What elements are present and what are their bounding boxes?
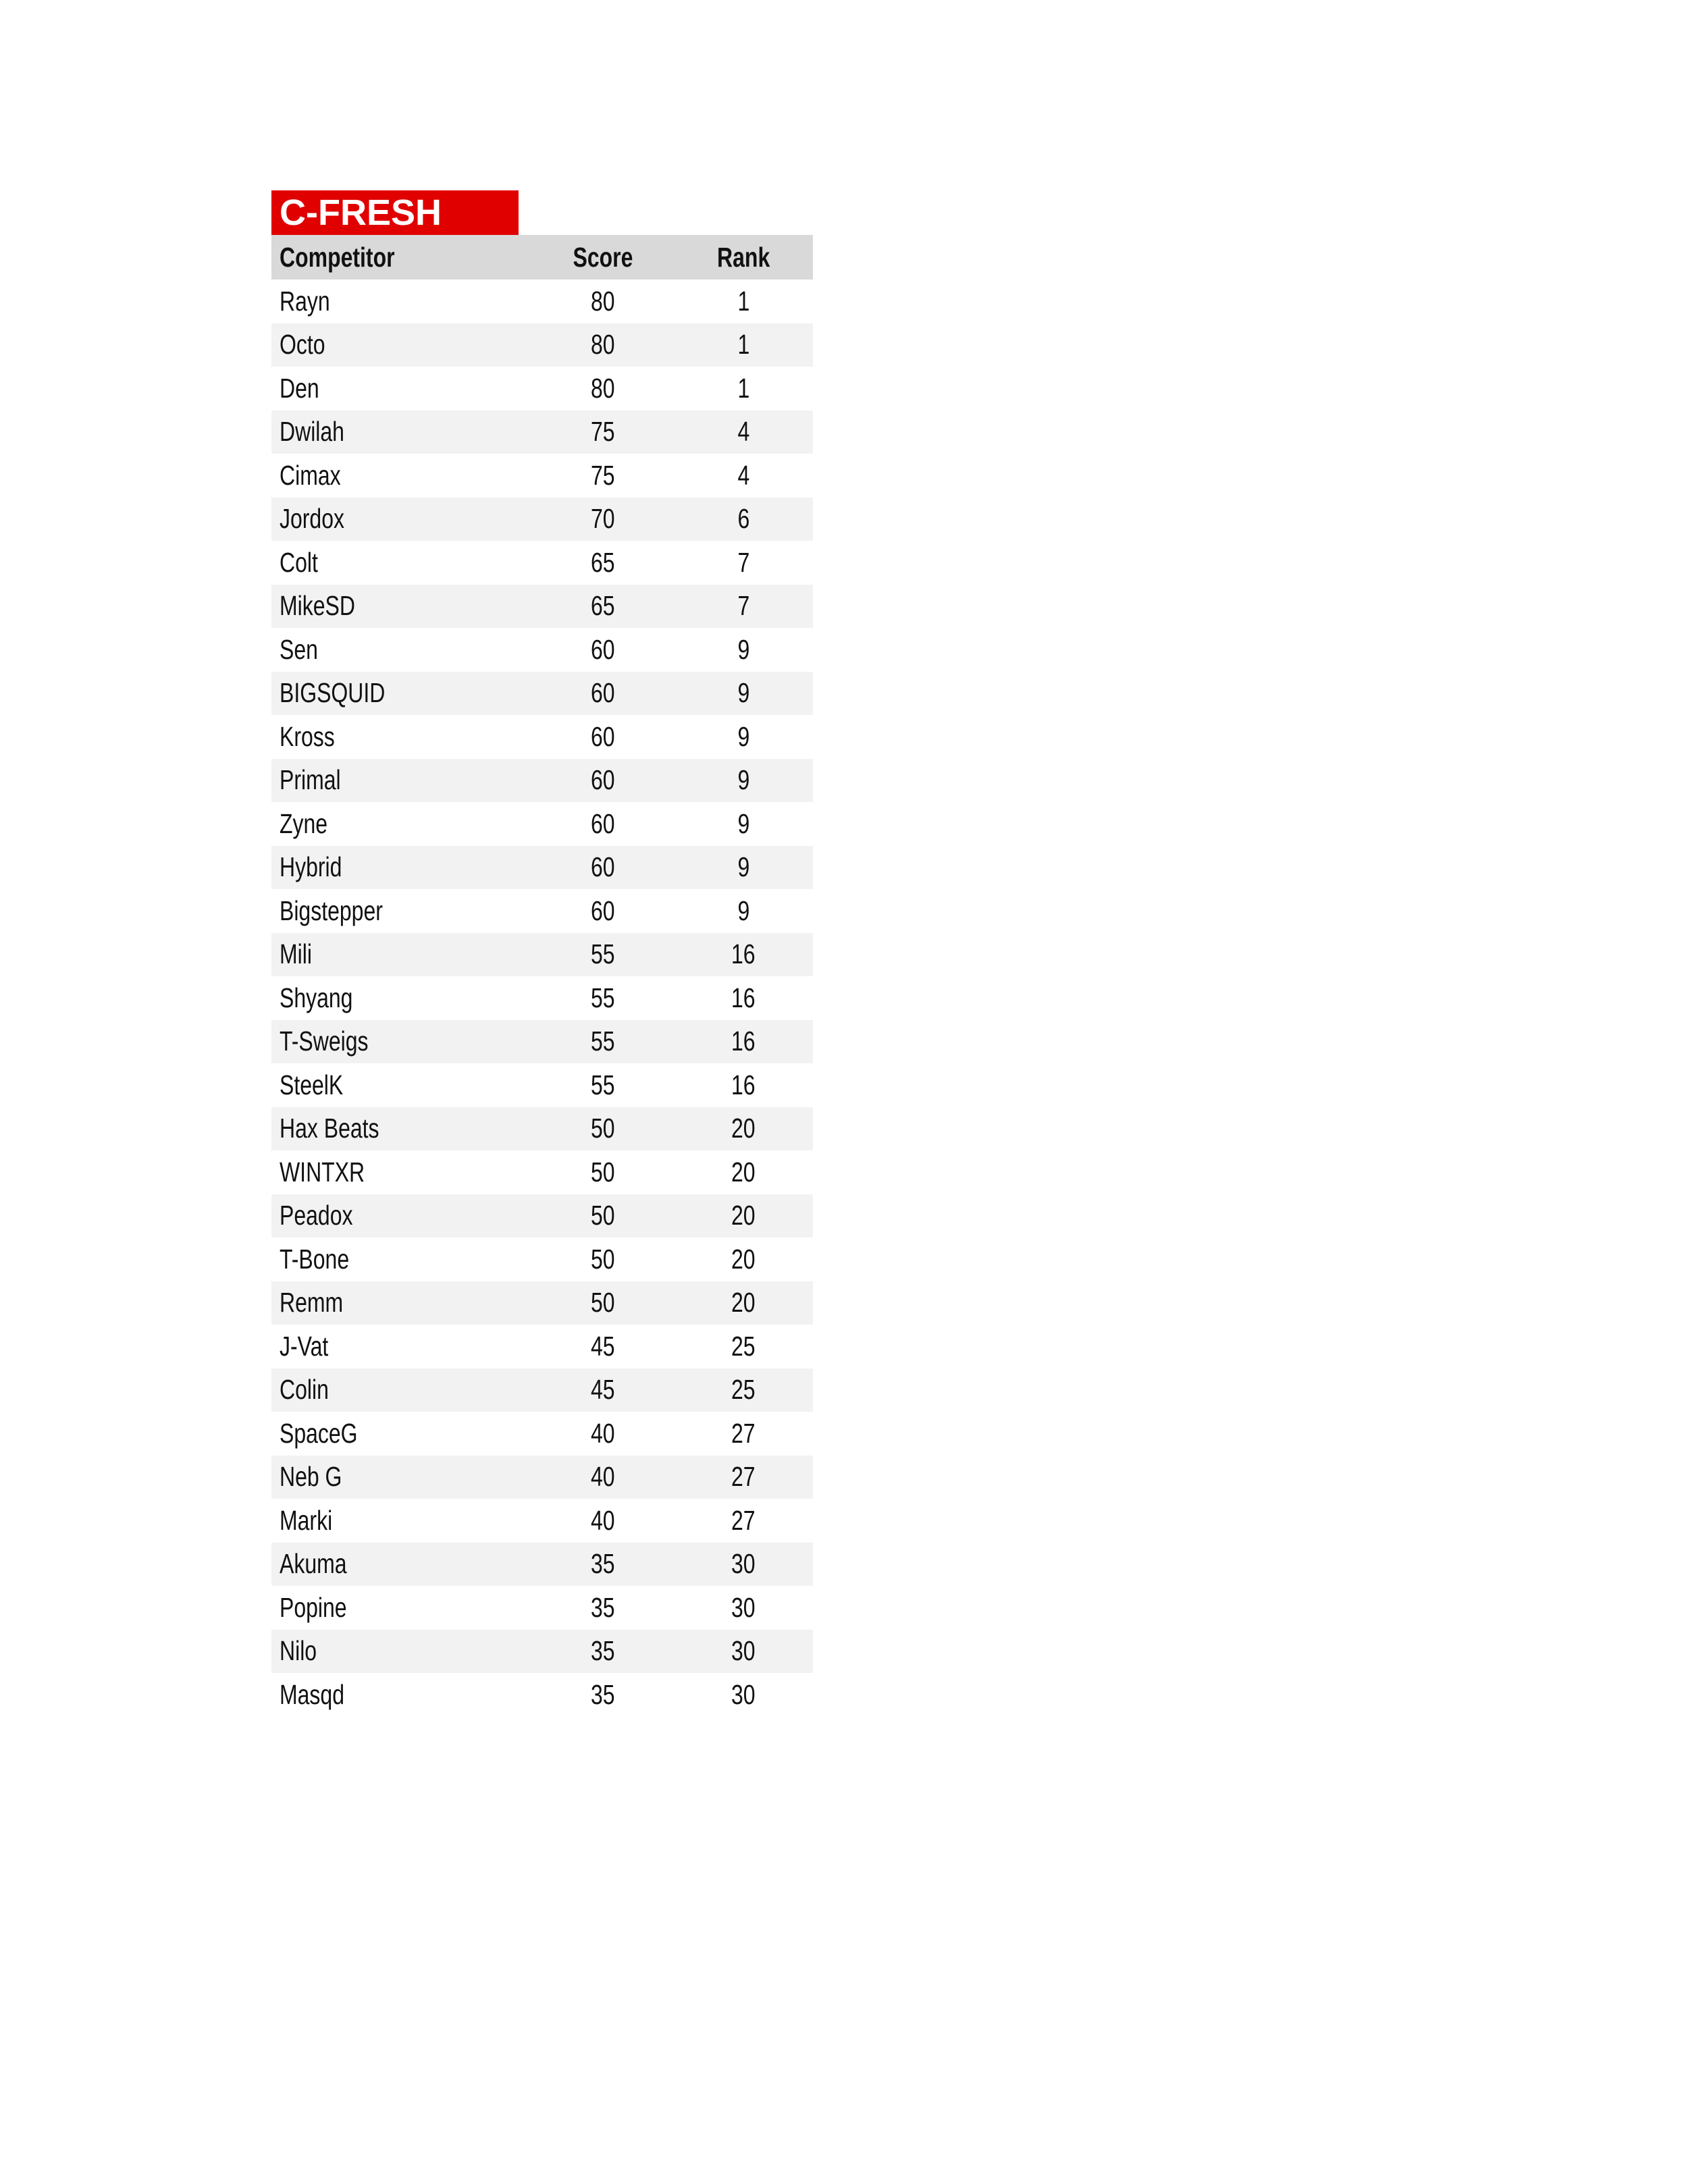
competitor-cell-text: Akuma: [280, 1548, 347, 1580]
table-row: [271, 846, 813, 890]
rank-cell-text: 1: [737, 329, 749, 361]
competitor-cell: [271, 672, 532, 716]
score-cell: [532, 1020, 674, 1064]
results-table: [271, 235, 813, 1717]
results-sheet: [271, 190, 813, 1717]
score-cell-text: 75: [591, 416, 615, 448]
rank-cell: [674, 976, 813, 1020]
competitor-cell: [271, 802, 532, 846]
rank-cell-text: 6: [737, 503, 749, 535]
competitor-cell-text: Shyang: [280, 982, 353, 1013]
score-cell: [532, 1586, 674, 1630]
competitor-cell-text: Octo: [280, 329, 325, 361]
rank-cell-text: 16: [731, 1069, 756, 1100]
competitor-cell: [271, 410, 532, 454]
table-row: [271, 628, 813, 672]
score-cell-text: 55: [591, 1069, 615, 1100]
competitor-cell-text: J-Vat: [280, 1330, 329, 1362]
score-cell: [532, 1673, 674, 1717]
competitor-cell-text: Bigstepper: [280, 895, 383, 926]
score-cell-text: 55: [591, 1026, 615, 1057]
score-cell: [532, 1194, 674, 1238]
competitor-cell: [271, 323, 532, 367]
rank-cell-text: 1: [737, 285, 749, 317]
competitor-cell: [271, 1368, 532, 1412]
rank-cell-text: 16: [731, 1026, 756, 1057]
competitor-cell-text: Dwilah: [280, 416, 344, 448]
competitor-cell: [271, 1281, 532, 1325]
rank-cell-text: 7: [737, 590, 749, 622]
score-cell: [532, 1237, 674, 1281]
score-cell: [532, 933, 674, 977]
competitor-cell-text: SpaceG: [280, 1417, 358, 1449]
score-cell: [532, 410, 674, 454]
competitor-cell: [271, 1412, 532, 1456]
competitor-cell: [271, 1020, 532, 1064]
score-cell-text: 35: [591, 1678, 615, 1710]
rank-cell: [674, 1412, 813, 1456]
rank-cell: [674, 715, 813, 759]
competitor-cell: [271, 759, 532, 803]
score-cell: [532, 1281, 674, 1325]
table-header: [271, 235, 813, 279]
competitor-cell-text: Zyne: [280, 807, 328, 839]
competitor-cell-text: Hybrid: [280, 851, 342, 883]
table-row: [271, 1456, 813, 1499]
competitor-cell: [271, 1673, 532, 1717]
competitor-cell-text: MikeSD: [280, 590, 355, 622]
table-row: [271, 1150, 813, 1194]
rank-cell: [674, 1543, 813, 1587]
table-row: [271, 541, 813, 585]
table-row: [271, 1586, 813, 1630]
rank-cell-text: 9: [737, 807, 749, 839]
competitor-cell-text: WINTXR: [280, 1156, 365, 1188]
rank-cell: [674, 1368, 813, 1412]
score-cell: [532, 1063, 674, 1107]
competitor-cell: [271, 454, 532, 498]
competitor-cell-text: Sen: [280, 633, 318, 665]
rank-cell-text: 16: [731, 982, 756, 1013]
rank-cell-text: 30: [731, 1591, 756, 1623]
score-cell: [532, 323, 674, 367]
score-cell-text: 50: [591, 1287, 615, 1319]
rank-cell: [674, 1237, 813, 1281]
rank-cell: [674, 628, 813, 672]
competitor-cell-text: Colin: [280, 1374, 329, 1406]
rank-cell-text: 9: [737, 895, 749, 926]
competitor-cell-text: Den: [280, 372, 319, 404]
score-cell: [532, 585, 674, 629]
table-body: [271, 279, 813, 1717]
rank-cell: [674, 498, 813, 541]
rank-cell: [674, 1063, 813, 1107]
competitor-cell-text: Peadox: [280, 1200, 353, 1231]
rank-cell: [674, 1020, 813, 1064]
rank-cell: [674, 846, 813, 890]
column-header-rank: [674, 235, 813, 279]
score-cell-text: 35: [591, 1591, 615, 1623]
score-cell: [532, 628, 674, 672]
table-row: [271, 1063, 813, 1107]
score-cell-text: 80: [591, 329, 615, 361]
competitor-cell: [271, 933, 532, 977]
score-cell-text: 60: [591, 851, 615, 883]
competitor-cell-text: Kross: [280, 720, 335, 752]
score-cell-text: 45: [591, 1374, 615, 1406]
rank-cell: [674, 1630, 813, 1674]
score-cell: [532, 1150, 674, 1194]
table-row: [271, 1107, 813, 1151]
rank-cell: [674, 1325, 813, 1368]
rank-cell-text: 20: [731, 1156, 756, 1188]
table-row: [271, 1281, 813, 1325]
score-cell: [532, 976, 674, 1020]
table-row: [271, 933, 813, 977]
rank-cell: [674, 1194, 813, 1238]
competitor-cell-text: SteelK: [280, 1069, 344, 1100]
table-row: [271, 498, 813, 541]
competitor-cell-text: T-Sweigs: [280, 1026, 369, 1057]
score-cell-text: 65: [591, 590, 615, 622]
score-cell: [532, 541, 674, 585]
score-cell-text: 75: [591, 459, 615, 491]
table-row: [271, 1499, 813, 1543]
rank-cell: [674, 759, 813, 803]
table-row: [271, 323, 813, 367]
rank-cell-text: 25: [731, 1374, 756, 1406]
competitor-cell-text: Nilo: [280, 1635, 317, 1667]
competitor-cell-text: Masqd: [280, 1678, 344, 1710]
competitor-cell-text: Marki: [280, 1504, 333, 1536]
rank-cell: [674, 802, 813, 846]
score-cell: [532, 802, 674, 846]
score-cell: [532, 367, 674, 410]
rank-cell-text: 9: [737, 677, 749, 709]
score-cell-text: 50: [591, 1243, 615, 1275]
competitor-cell: [271, 715, 532, 759]
table-row: [271, 1020, 813, 1064]
score-cell: [532, 454, 674, 498]
rank-cell: [674, 541, 813, 585]
score-cell-text: 40: [591, 1461, 615, 1493]
score-cell-text: 40: [591, 1417, 615, 1449]
table-row: [271, 1194, 813, 1238]
score-cell-text: 60: [591, 677, 615, 709]
score-cell-text: 45: [591, 1330, 615, 1362]
score-cell-text: 65: [591, 546, 615, 578]
competitor-cell: [271, 1456, 532, 1499]
rank-cell: [674, 323, 813, 367]
rank-cell-text: 9: [737, 764, 749, 796]
score-cell: [532, 1107, 674, 1151]
score-cell-text: 35: [591, 1635, 615, 1667]
score-cell-text: 35: [591, 1548, 615, 1580]
table-row: [271, 1237, 813, 1281]
rank-cell: [674, 889, 813, 933]
score-cell-text: 60: [591, 720, 615, 752]
score-cell-text: 70: [591, 503, 615, 535]
competitor-cell-text: Remm: [280, 1287, 344, 1319]
table-row: [271, 1673, 813, 1717]
table-row: [271, 1325, 813, 1368]
rank-cell: [674, 933, 813, 977]
column-header-rank-label: Rank: [716, 241, 770, 273]
table-row: [271, 889, 813, 933]
score-cell-text: 50: [591, 1200, 615, 1231]
competitor-cell-text: Mili: [280, 938, 312, 970]
competitor-cell: [271, 541, 532, 585]
score-cell: [532, 498, 674, 541]
score-cell-text: 40: [591, 1504, 615, 1536]
competitor-cell-text: Hax Beats: [280, 1113, 379, 1144]
score-cell-text: 55: [591, 938, 615, 970]
score-cell-text: 60: [591, 895, 615, 926]
table-row: [271, 802, 813, 846]
rank-cell-text: 7: [737, 546, 749, 578]
score-cell: [532, 672, 674, 716]
score-cell: [532, 1456, 674, 1499]
competitor-cell: [271, 1499, 532, 1543]
rank-cell: [674, 1107, 813, 1151]
score-cell-text: 60: [591, 807, 615, 839]
rank-cell: [674, 1281, 813, 1325]
table-row: [271, 1368, 813, 1412]
competitor-cell-text: BIGSQUID: [280, 677, 386, 709]
rank-cell: [674, 1499, 813, 1543]
rank-cell: [674, 410, 813, 454]
competitor-cell: [271, 279, 532, 323]
competitor-cell: [271, 1586, 532, 1630]
competitor-cell-text: Jordox: [280, 503, 344, 535]
score-cell: [532, 1499, 674, 1543]
table-row: [271, 759, 813, 803]
table-row: [271, 279, 813, 323]
score-cell-text: 55: [591, 982, 615, 1013]
competitor-cell: [271, 889, 532, 933]
competitor-cell: [271, 1630, 532, 1674]
rank-cell: [674, 1586, 813, 1630]
sheet-title: C-FRESH: [271, 190, 519, 235]
column-header-competitor: [271, 235, 532, 279]
table-row: [271, 976, 813, 1020]
rank-cell: [674, 1456, 813, 1499]
rank-cell: [674, 367, 813, 410]
rank-cell-text: 30: [731, 1678, 756, 1710]
rank-cell-text: 20: [731, 1113, 756, 1144]
rank-cell-text: 25: [731, 1330, 756, 1362]
column-header-score-label: Score: [573, 241, 633, 273]
competitor-cell: [271, 1543, 532, 1587]
score-cell: [532, 1630, 674, 1674]
table-row: [271, 410, 813, 454]
rank-cell: [674, 672, 813, 716]
rank-cell-text: 27: [731, 1461, 756, 1493]
competitor-cell: [271, 498, 532, 541]
table-row: [271, 1543, 813, 1587]
competitor-cell: [271, 976, 532, 1020]
table-row: [271, 1630, 813, 1674]
rank-cell-text: 20: [731, 1200, 756, 1231]
rank-cell: [674, 585, 813, 629]
score-cell-text: 80: [591, 372, 615, 404]
competitor-cell-text: Primal: [280, 764, 341, 796]
competitor-cell-text: Popine: [280, 1591, 347, 1623]
table-row: [271, 367, 813, 410]
competitor-cell-text: T-Bone: [280, 1243, 350, 1275]
rank-cell-text: 16: [731, 938, 756, 970]
competitor-cell: [271, 1063, 532, 1107]
rank-cell-text: 1: [737, 372, 749, 404]
rank-cell: [674, 1673, 813, 1717]
rank-cell-text: 27: [731, 1417, 756, 1449]
score-cell-text: 50: [591, 1156, 615, 1188]
rank-cell-text: 4: [737, 416, 749, 448]
rank-cell-text: 9: [737, 720, 749, 752]
competitor-cell: [271, 367, 532, 410]
score-cell: [532, 1543, 674, 1587]
competitor-cell: [271, 585, 532, 629]
score-cell: [532, 759, 674, 803]
score-cell: [532, 1325, 674, 1368]
score-cell: [532, 1368, 674, 1412]
rank-cell: [674, 454, 813, 498]
competitor-cell-text: Rayn: [280, 285, 330, 317]
score-cell: [532, 715, 674, 759]
rank-cell-text: 4: [737, 459, 749, 491]
rank-cell-text: 30: [731, 1548, 756, 1580]
score-cell: [532, 889, 674, 933]
table-row: [271, 1412, 813, 1456]
column-header-score: [532, 235, 674, 279]
table-row: [271, 454, 813, 498]
rank-cell-text: 20: [731, 1287, 756, 1319]
rank-cell-text: 27: [731, 1504, 756, 1536]
table-row: [271, 715, 813, 759]
rank-cell-text: 9: [737, 851, 749, 883]
column-header-competitor-label: Competitor: [280, 241, 395, 273]
header-row: [271, 235, 813, 279]
score-cell-text: 60: [591, 633, 615, 665]
competitor-cell: [271, 1194, 532, 1238]
competitor-cell-text: Neb G: [280, 1461, 342, 1493]
score-cell: [532, 846, 674, 890]
rank-cell: [674, 1150, 813, 1194]
score-cell-text: 60: [591, 764, 615, 796]
score-cell: [532, 279, 674, 323]
rank-cell-text: 30: [731, 1635, 756, 1667]
rank-cell-text: 9: [737, 633, 749, 665]
rank-cell-text: 20: [731, 1243, 756, 1275]
competitor-cell-text: Cimax: [280, 459, 341, 491]
competitor-cell: [271, 1150, 532, 1194]
score-cell-text: 80: [591, 285, 615, 317]
competitor-cell: [271, 1107, 532, 1151]
competitor-cell: [271, 846, 532, 890]
rank-cell: [674, 279, 813, 323]
score-cell-text: 50: [591, 1113, 615, 1144]
table-row: [271, 672, 813, 716]
score-cell: [532, 1412, 674, 1456]
competitor-cell-text: Colt: [280, 546, 318, 578]
competitor-cell: [271, 1237, 532, 1281]
competitor-cell: [271, 1325, 532, 1368]
competitor-cell: [271, 628, 532, 672]
table-row: [271, 585, 813, 629]
